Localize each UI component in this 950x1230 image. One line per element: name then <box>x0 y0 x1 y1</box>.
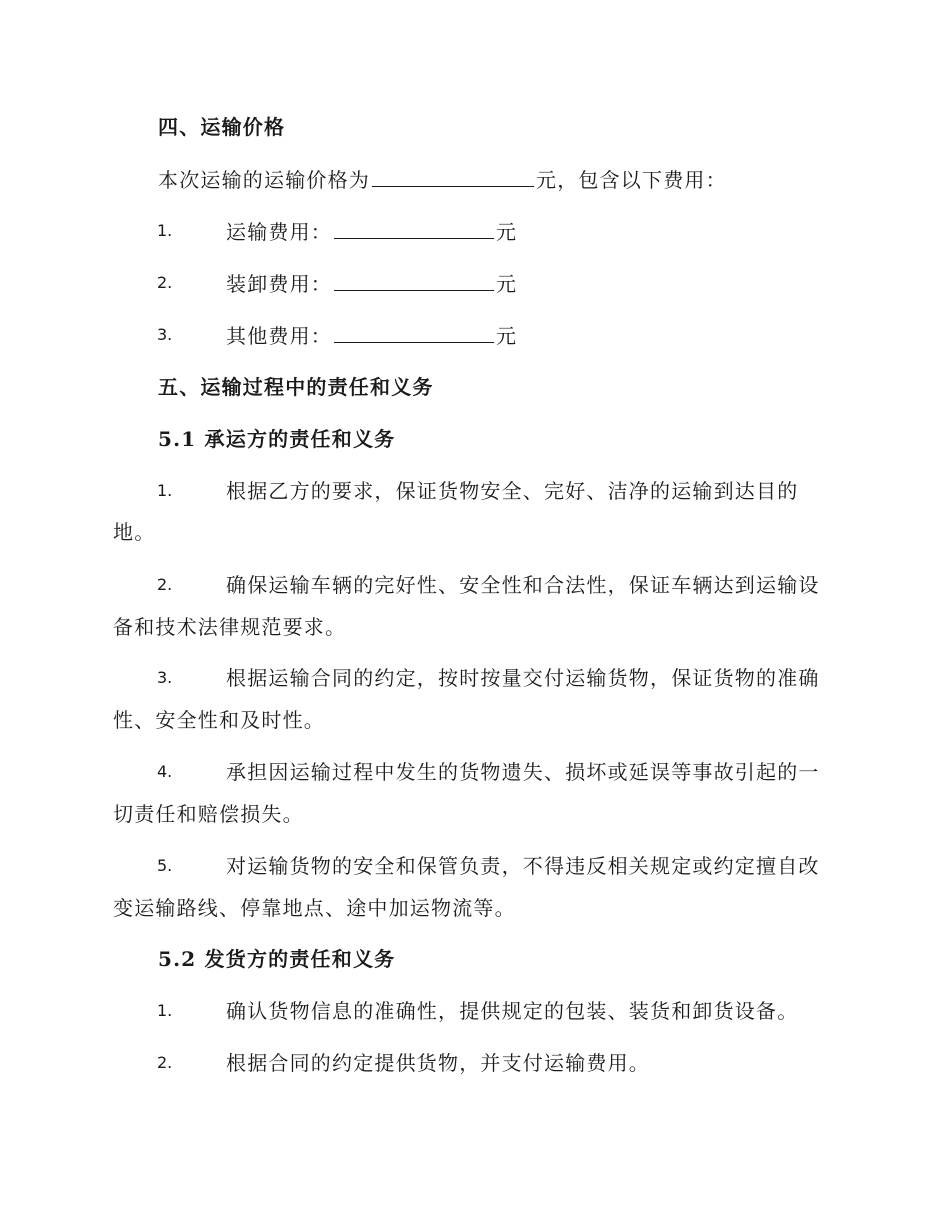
list-item-continuation: 备和技术法律规范要求。 <box>113 615 347 639</box>
list-item-text: 承担因运输过程中发生的货物遗失、损坏或延误等事故引起的一 <box>226 760 820 784</box>
fee-blank[interactable] <box>334 322 494 343</box>
list-item-continuation: 切责任和赔偿损失。 <box>113 802 304 826</box>
fee-item-number: 1. <box>157 221 173 240</box>
fee-item-number: 3. <box>157 325 173 344</box>
list-item-number: 4. <box>157 762 173 781</box>
subsection-5-1-heading: 5.1 承运方的责任和义务 <box>158 427 396 451</box>
section-5-heading: 五、运输过程中的责任和义务 <box>158 375 434 399</box>
total-price-blank[interactable] <box>372 166 534 187</box>
list-item-continuation: 变运输路线、停靠地点、途中加运物流等。 <box>113 896 516 920</box>
list-item-number: 5. <box>157 856 173 875</box>
list-item-number: 3. <box>157 668 173 687</box>
list-item-number: 1. <box>157 1001 173 1020</box>
list-item-text: 根据合同的约定提供货物，并支付运输费用。 <box>226 1051 650 1075</box>
list-item-text: 确保运输车辆的完好性、安全性和合法性，保证车辆达到运输设 <box>226 573 820 597</box>
price-intro-after: 元，包含以下费用： <box>536 168 727 192</box>
list-item-text: 确认货物信息的准确性，提供规定的包装、装货和卸货设备。 <box>226 999 799 1023</box>
fee-blank[interactable] <box>334 218 494 239</box>
list-item-number: 1. <box>157 481 173 500</box>
subsection-5-2-heading: 5.2 发货方的责任和义务 <box>158 947 396 971</box>
fee-item-label: 其他费用： <box>226 324 332 348</box>
fee-unit: 元 <box>496 220 518 244</box>
fee-item-number: 2. <box>157 273 173 292</box>
list-item-number: 2. <box>157 1053 173 1072</box>
list-item-text: 根据乙方的要求，保证货物安全、完好、洁净的运输到达目的 <box>226 479 799 503</box>
price-intro <box>158 166 727 193</box>
fee-item-label: 运输费用： <box>226 220 332 244</box>
fee-unit: 元 <box>496 272 518 296</box>
price-intro-before: 本次运输的运输价格为 <box>158 168 370 192</box>
list-item-text: 根据运输合同的约定，按时按量交付运输货物，保证货物的准确 <box>226 666 820 690</box>
fee-blank[interactable] <box>334 270 494 291</box>
list-item-continuation: 性、安全性和及时性。 <box>113 708 325 732</box>
list-item-continuation: 地。 <box>113 520 156 544</box>
list-item-text: 对运输货物的安全和保管负责，不得违反相关规定或约定擅自改 <box>226 854 820 878</box>
fee-unit: 元 <box>496 324 518 348</box>
section-4-heading: 四、运输价格 <box>158 115 286 139</box>
fee-item-label: 装卸费用： <box>226 272 332 296</box>
list-item-number: 2. <box>157 575 173 594</box>
